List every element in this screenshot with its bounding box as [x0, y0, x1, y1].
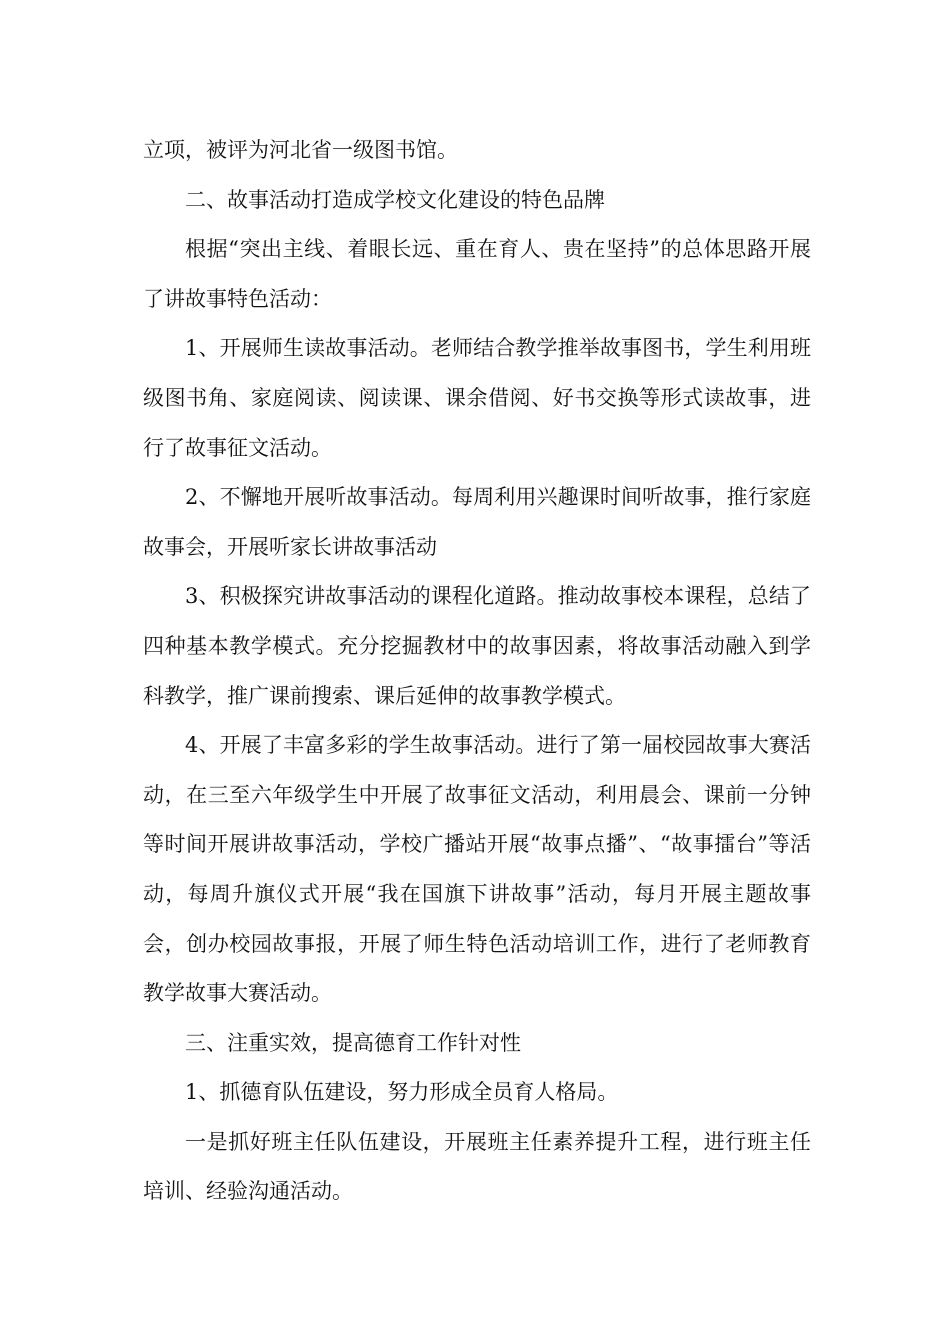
list-item-2: 2、不懈地开展听故事活动。每周利用兴趣课时间听故事，推行家庭故事会，开展听家长讲故事活动: [143, 485, 811, 559]
paragraph-continuation: 立项，被评为河北省一级图书馆。: [143, 138, 458, 162]
list-item-3: 3、积极探究讲故事活动的课程化道路。推动故事校本课程，总结了四种基本教学模式。充分挖掘教材中的故事因素，将故事活动融入到学科教学，推广课前搜索、课后延伸的故事教学模式。: [143, 584, 811, 708]
paragraph-point-1: 一是抓好班主任队伍建设，开展班主任素养提升工程，进行班主任培训、经验沟通活动。: [143, 1129, 811, 1204]
section-heading-3: 三、注重实效，提高德育工作针对性: [185, 1030, 521, 1055]
list-item-1: 1、开展师生读故事活动。老师结合教学推举故事图书，学生利用班级图书角、家庭阅读、阅读课、课余借阅、好书交换等形式读故事，进行了故事征文活动。: [143, 336, 811, 460]
list-item-4: 4、开展了丰富多彩的学生故事活动。进行了第一届校园故事大赛活动，在三至六年级学生中开展了故事征文活动，利用晨会、课前一分钟等时间开展讲故事活动，学校广播站开展“故事点播”、“故事擂台”等活动，每周升旗仪式开展“我在国旗下讲故事”活动，每月开展主题故事会，创办校园故事报，开展了师生特色活动培训工作，进行了老师教育教学故事大赛活动。: [143, 733, 811, 1006]
section-heading-2: 二、故事活动打造成学校文化建设的特色品牌: [185, 187, 605, 212]
paragraph-intro: 根据“突出主线、着眼长远、重在育人、贵在坚持”的总体思路开展了讲故事特色活动：: [143, 237, 811, 311]
sub-item-1: 1、抓德育队伍建设，努力形成全员育人格局。: [185, 1080, 619, 1105]
document-body: [143, 126, 811, 1217]
